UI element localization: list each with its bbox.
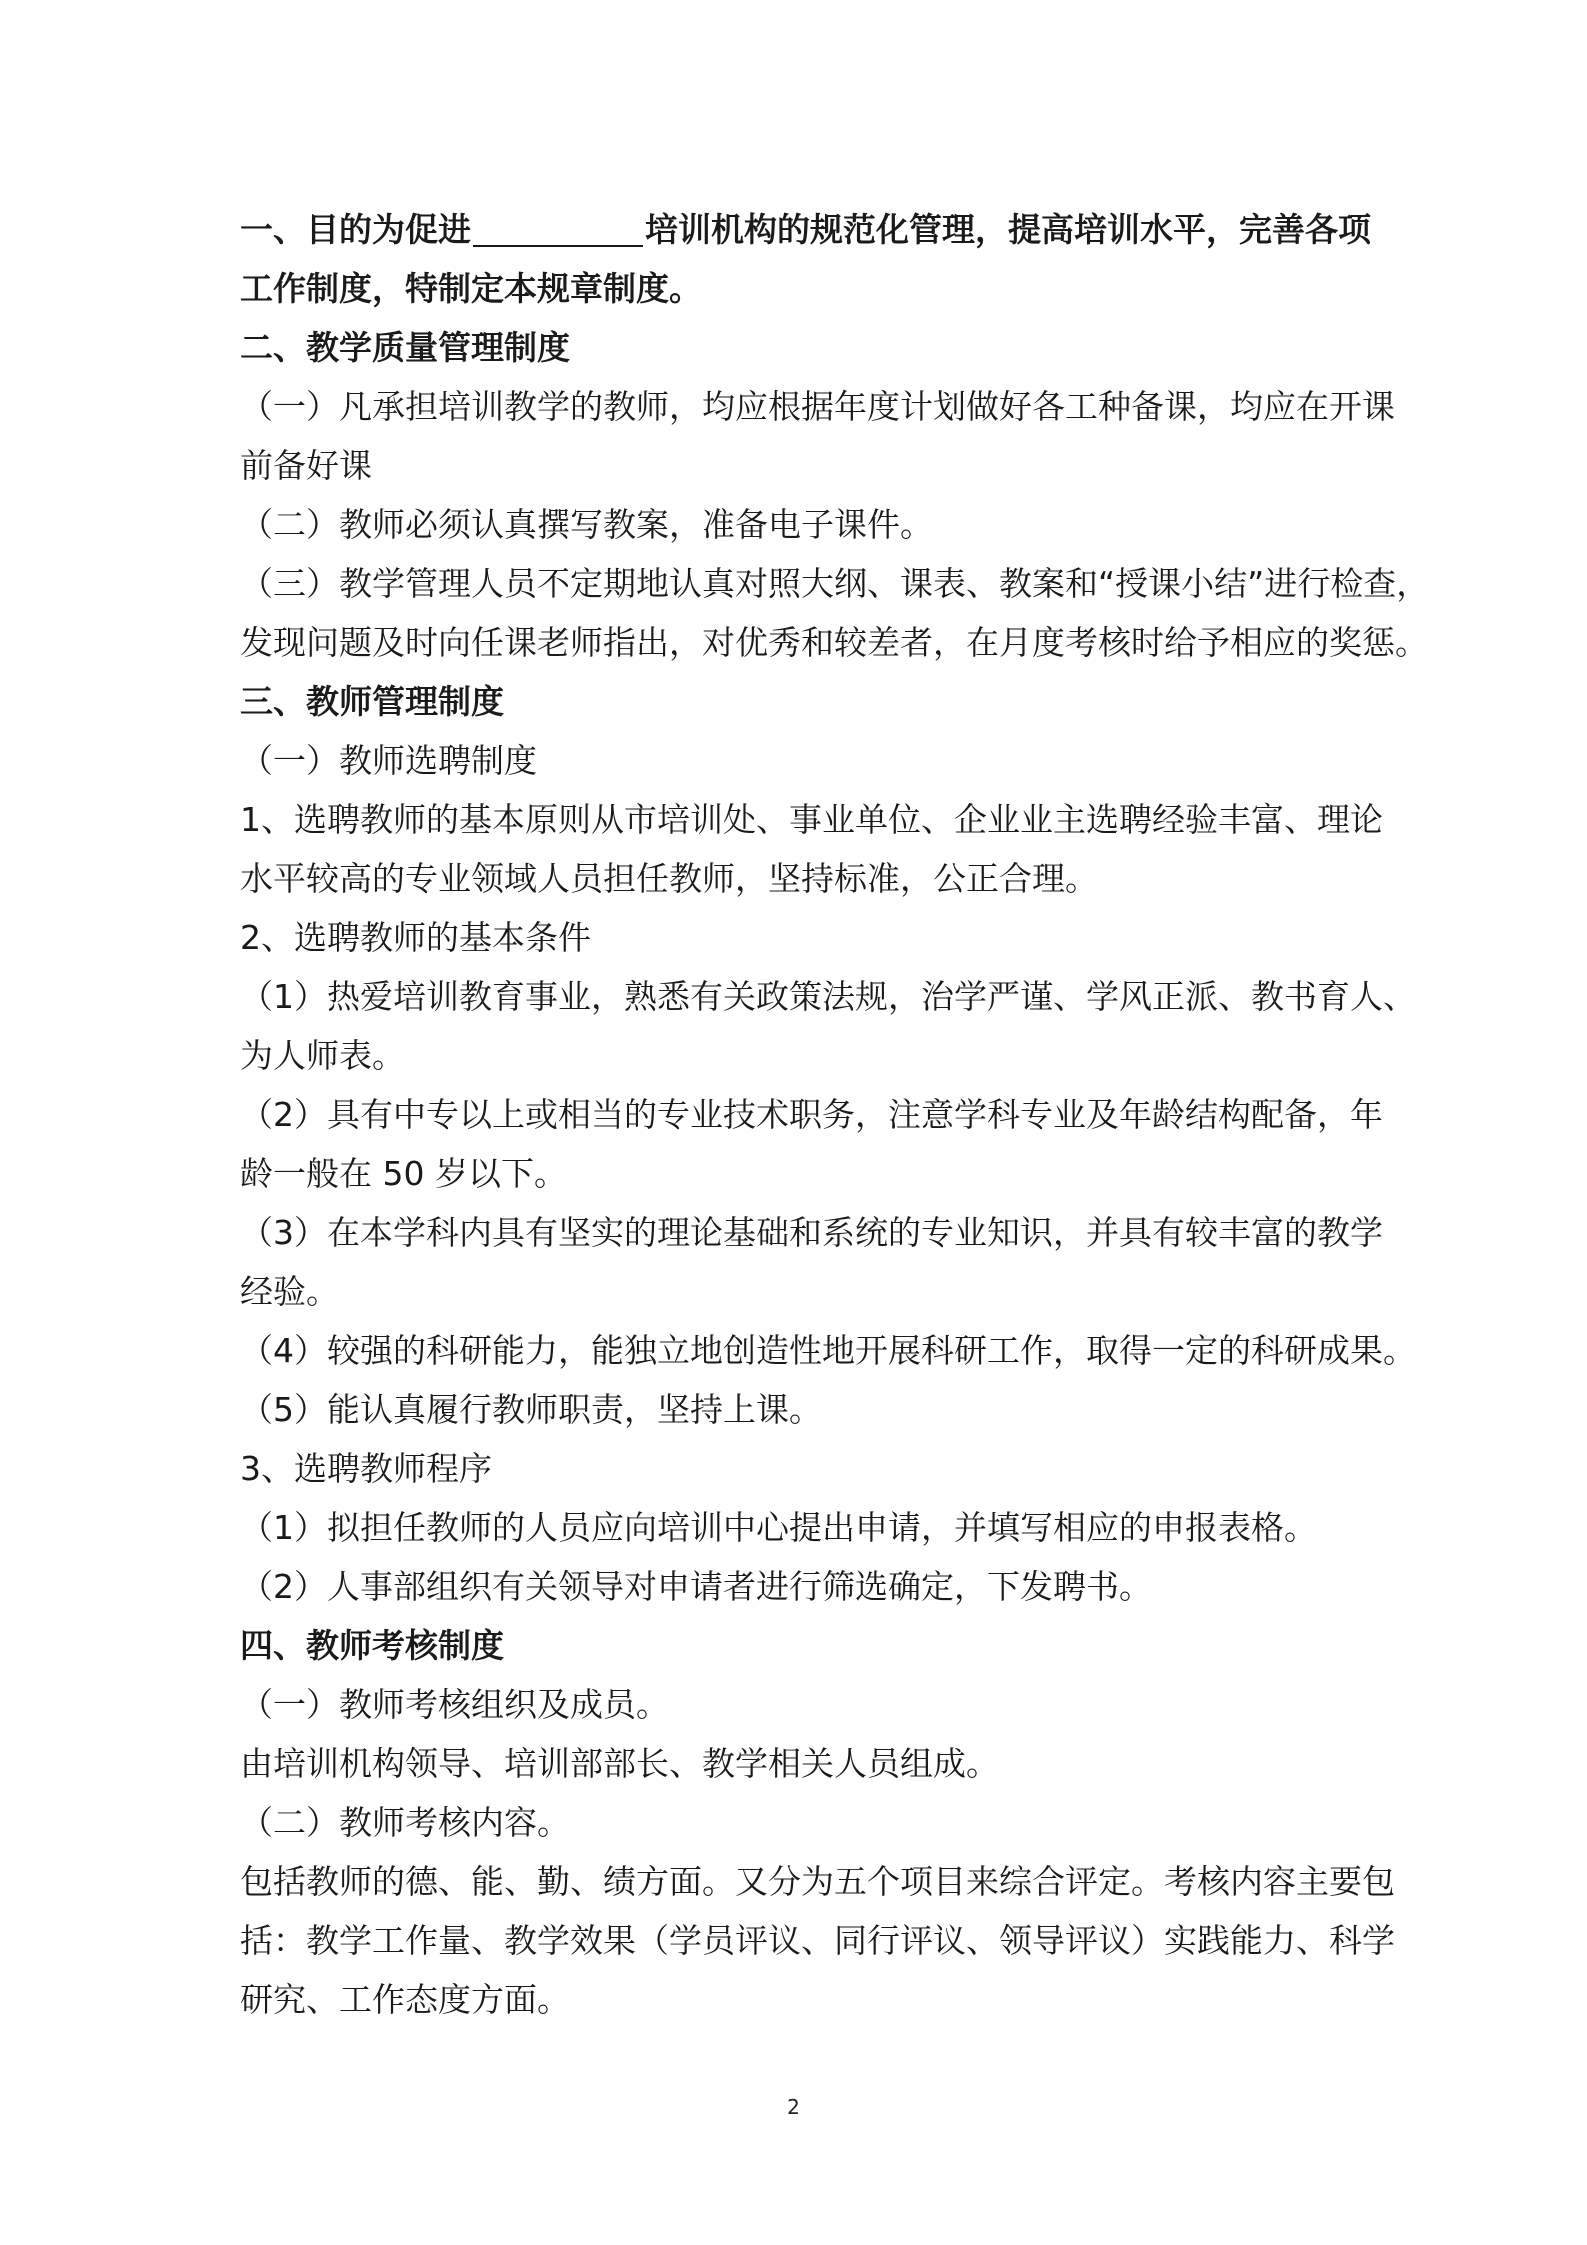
subsection-heading: （二）教师考核内容。 [240, 1803, 570, 1842]
paragraph-text: （一）凡承担培训教学的教师，均应根据年度计划做好各工种备课，均应在开课 [240, 387, 1395, 426]
section-heading-teacher-management: 三、教师管理制度 [240, 682, 504, 721]
list-item: 3、选聘教师程序 [240, 1449, 492, 1488]
list-item: （2）人事部组织有关领导对申请者进行筛选确定，下发聘书。 [240, 1567, 1152, 1606]
subsection-heading: （一）教师考核组织及成员。 [240, 1685, 669, 1724]
list-item: （3）在本学科内具有坚实的理论基础和系统的专业知识，并具有较丰富的教学 [240, 1213, 1383, 1252]
list-item: 为人师表。 [240, 1036, 405, 1075]
document-body [240, 200, 1430, 2029]
list-item: 经验。 [240, 1272, 339, 1311]
purpose-line-2: 工作制度，特制定本规章制度。 [240, 269, 702, 308]
list-item: 龄一般在 50 岁以下。 [240, 1154, 567, 1193]
section-heading-teacher-assessment: 四、教师考核制度 [240, 1626, 504, 1665]
paragraph-text: （二）教师必须认真撰写教案，准备电子课件。 [240, 505, 933, 544]
paragraph-text: 括：教学工作量、教学效果（学员评议、同行评议、领导评议）实践能力、科学 [240, 1921, 1395, 1960]
paragraph-text: （三）教学管理人员不定期地认真对照大纲、课表、教案和“授课小结”进行检查， [240, 564, 1430, 603]
purpose-text-after: 培训机构的规范化管理，提高培训水平，完善各项 [645, 210, 1371, 249]
section-heading-teaching-quality: 二、教学质量管理制度 [240, 328, 570, 367]
purpose-line-1 [240, 200, 1371, 259]
paragraph-text: 研究、工作态度方面。 [240, 1980, 570, 2019]
list-item: （4）较强的科研能力，能独立地创造性地开展科研工作，取得一定的科研成果。 [240, 1331, 1416, 1370]
purpose-text-before: 一、目的为促进 [240, 210, 471, 249]
list-item: （5）能认真履行教师职责，坚持上课。 [240, 1390, 822, 1429]
list-item: （2）具有中专以上或相当的专业技术职务，注意学科专业及年龄结构配备，年 [240, 1095, 1383, 1134]
list-item: （1）热爱培训教育事业，熟悉有关政策法规，治学严谨、学风正派、教书育人、 [240, 977, 1416, 1016]
paragraph-text: 由培训机构领导、培训部部长、教学相关人员组成。 [240, 1744, 999, 1783]
organization-name-blank [473, 205, 643, 247]
paragraph-text: 水平较高的专业领域人员担任教师，坚持标准，公正合理。 [240, 859, 1098, 898]
subsection-heading: （一）教师选聘制度 [240, 741, 537, 780]
paragraph-text: 1、选聘教师的基本原则从市培训处、事业单位、企业业主选聘经验丰富、理论 [240, 800, 1383, 839]
page-number: 2 [787, 2095, 800, 2119]
paragraph-text: 前备好课 [240, 446, 372, 485]
list-item: 2、选聘教师的基本条件 [240, 918, 591, 957]
paragraph-text: 包括教师的德、能、勤、绩方面。又分为五个项目来综合评定。考核内容主要包 [240, 1862, 1395, 1901]
paragraph-text: 发现问题及时向任课老师指出，对优秀和较差者，在月度考核时给予相应的奖惩。 [240, 623, 1428, 662]
list-item: （1）拟担任教师的人员应向培训中心提出申请，并填写相应的申报表格。 [240, 1508, 1317, 1547]
